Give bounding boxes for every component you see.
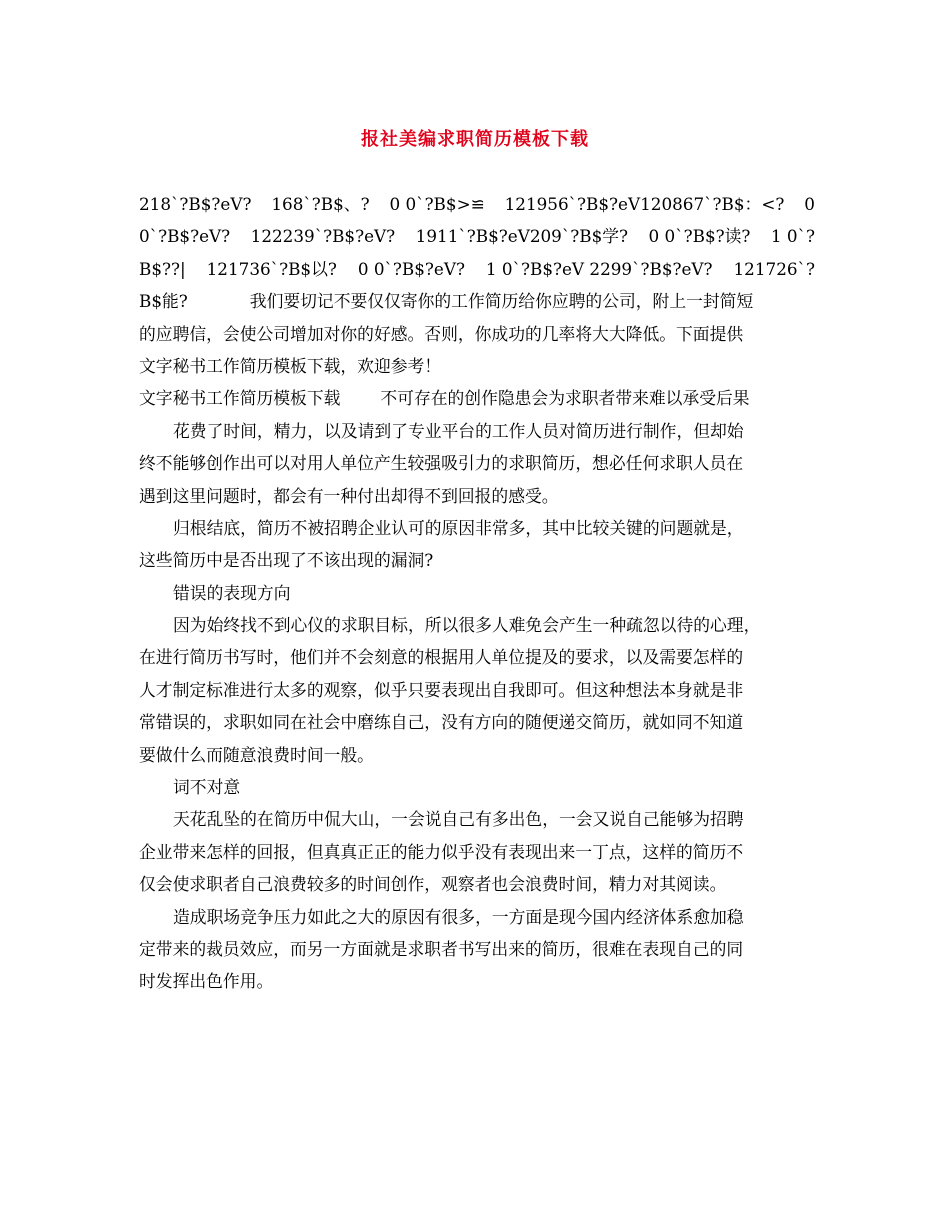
document-title: 报社美编求职简历模板下载: [361, 129, 589, 150]
intro-line-3: 文字秘书工作简历模板下载，欢迎参考！: [139, 355, 442, 376]
paragraph-line: 定带来的裁员效应，而另一方面就是求职者书写出来的简历，很难在表现自己的同: [139, 938, 744, 959]
garbled-fragment: 121736`?B$以?: [206, 258, 337, 279]
garbled-fragment: B$??|: [139, 258, 186, 279]
paragraph-line: 要做什么而随意浪费时间一般。: [139, 744, 374, 765]
paragraph-line: 遇到这里问题时，都会有一种付出却得不到回报的感受。: [139, 485, 559, 506]
garbled-fragment: 121956`?B$?eV120867`?B$：<?: [504, 194, 785, 214]
garbled-fragment: 122239`?B$?eV?: [250, 226, 396, 247]
paragraph-line: 在进行简历书写时，他们并不会刻意的根据用人单位提及的要求，以及需要怎样的: [139, 647, 744, 668]
garbled-line-3: [139, 253, 815, 285]
garbled-fragment: B$能?: [139, 291, 188, 312]
intro-line-2: 的应聘信，会使公司增加对你的好感。否则，你成功的几率将大大降低。下面提供: [139, 323, 744, 344]
garbled-fragment: 0 0`?B$?eV?: [357, 258, 465, 279]
paragraph-line: 因为始终找不到心仪的求职目标，所以很多人难免会产生一种疏忽以待的心理，: [173, 615, 761, 636]
subheading: [139, 382, 815, 414]
garbled-line-2: [139, 220, 815, 252]
paragraph-line: 企业带来怎样的回报，但真真正正的能力似乎没有表现出来一丁点，这样的简历不: [139, 841, 744, 862]
garbled-fragment: 1911`?B$?eV209`?B$学?: [415, 226, 629, 247]
paragraph-line: 常错误的，求职如同在社会中磨练自己，没有方向的随便递交简历，就如同不知道: [139, 712, 744, 733]
paragraph-line: 时发挥出色作用。: [139, 971, 274, 992]
garbled-fragment: 1 0`?B$?eV 2299`?B$?eV?: [485, 258, 713, 279]
paragraph-line: 造成职场竞争压力如此之大的原因有很多，一方面是现今国内经济体系愈加稳: [173, 906, 744, 927]
intro-text: 我们要切记不要仅仅寄你的工作简历给你应聘的公司，附上一封简短: [249, 291, 754, 312]
intro-line-1: [139, 285, 815, 317]
paragraph-line: 天花乱坠的在简历中侃大山，一会说自己有多出色，一会又说自己能够为招聘: [173, 809, 744, 830]
paragraph-line: 终不能够创作出可以对用人单位产生较强吸引力的求职简历，想必任何求职人员在: [139, 453, 744, 474]
paragraph-line: 人才制定标准进行太多的观察，似乎只要表现出自我即可。但这种想法本身就是非: [139, 679, 744, 700]
garbled-fragment: 0 0`?B$>≌: [389, 194, 485, 214]
garbled-line-1: [139, 188, 815, 220]
paragraph-line: 这些简历中是否出现了不该出现的漏洞?: [139, 550, 434, 571]
garbled-fragment: 1 0`?: [770, 226, 815, 247]
section-heading: 错误的表现方向: [173, 582, 291, 603]
paragraph-line: 花费了时间，精力，以及请到了专业平台的工作人员对简历进行制作，但却始: [173, 420, 744, 441]
paragraph-line: 归根结底，简历不被招聘企业认可的原因非常多，其中比较关键的问题就是，: [173, 517, 744, 538]
subheading-right: 不可存在的创作隐患会为求职者带来难以承受后果: [380, 388, 750, 409]
garbled-fragment: 218`?B$?eV?: [139, 194, 252, 214]
garbled-fragment: 0`?B$?eV?: [139, 226, 231, 247]
garbled-fragment: 121726`?: [733, 258, 815, 279]
subheading-left: 文字秘书工作简历模板下载: [139, 388, 341, 409]
garbled-fragment: 0 0`?B$?读?: [648, 226, 751, 247]
garbled-fragment: 0: [804, 194, 815, 214]
section-heading: 词不对意: [173, 777, 241, 798]
paragraph-line: 仅会使求职者自己浪费较多的时间创作，观察者也会浪费时间，精力对其阅读。: [139, 874, 727, 895]
garbled-fragment: 168`?B$、?: [271, 194, 370, 214]
document-body: [139, 188, 815, 998]
